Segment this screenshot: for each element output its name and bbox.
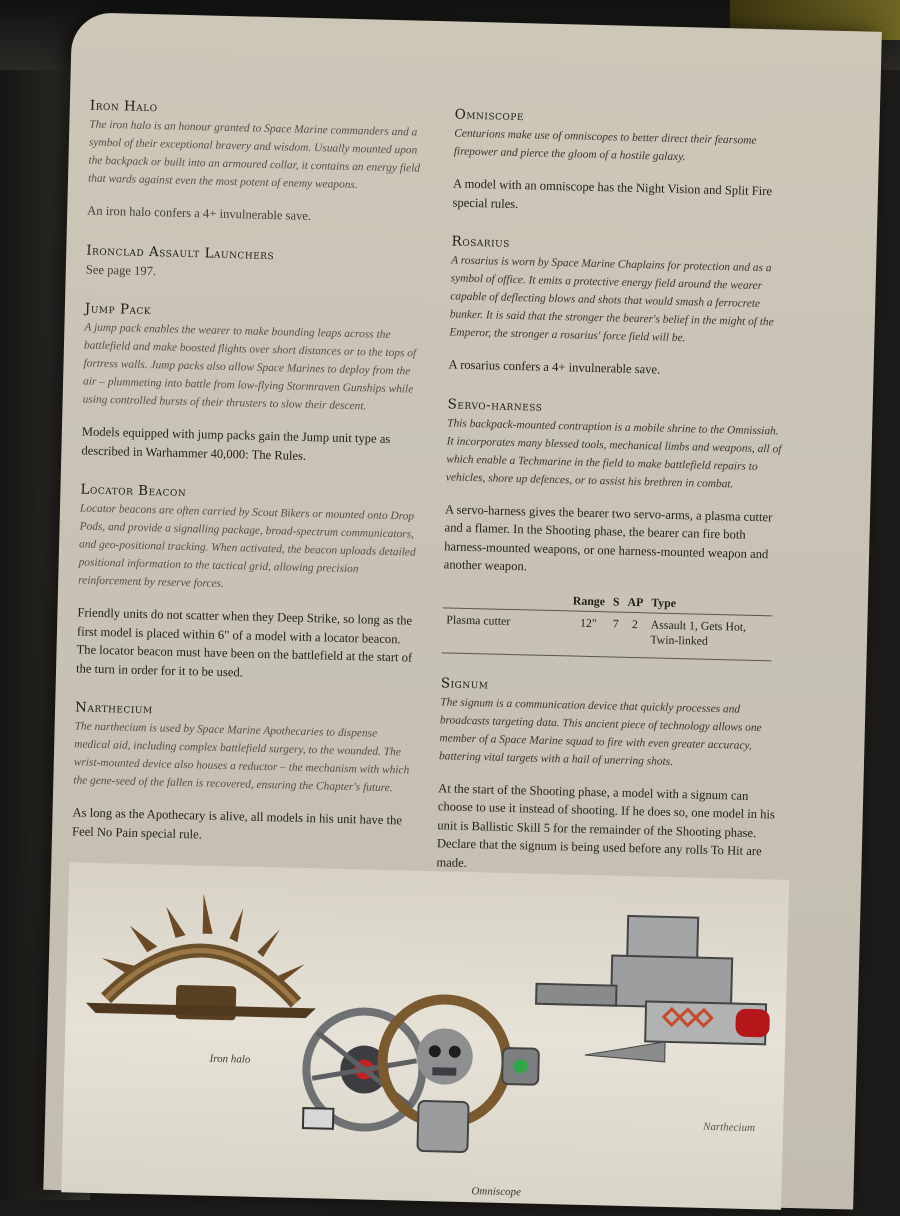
entry-rule-text: An iron halo confers a 4+ invulnerable save. [87, 203, 312, 224]
entry-narthecium [72, 699, 415, 848]
entry-flavor-text: Centurions make use of omniscopes to better direct their fearsome firepower and pierce the gloom of a hostile galaxy. [453, 127, 757, 164]
entry-rule-text: See page 197. [85, 262, 157, 278]
entry-rule-text: Friendly units do not scatter when they Deep Strike, so long as the first model is placed within 6" of a model with a locator beacon. The locator beacon must have been on the battlefield at the start of the turn in order for it to be used. [75, 605, 413, 679]
weapon-profile-table [442, 588, 773, 661]
entry-flavor-text: The narthecium is used by Space Marine Apothecaries to dispense medical aid, including complex battlefield surgery, to the wounded. The wrist-mounted device also houses a reductor – the mechanism with which the gene-seed of the fallen is recovered, ensuring the Chapter's future. [73, 720, 410, 795]
cell-strength: 7 [608, 611, 624, 656]
entry-rule-text: A servo-harness gives the bearer two servo-arms, a plasma cutter and a flamer. In the Shooting phase, the bearer can fire both harness-mounted weapons, or one harness-mounted weapon and another weapon. [443, 501, 773, 574]
column-header-type: Type [647, 593, 773, 616]
column-header-ap: AP [623, 592, 647, 612]
entry-flavor-text: Locator beacons are often carried by Scout Bikers or mounted onto Drop Pods, and provide a signalling package, broad-spectrum communicators, and geo-positional tracking. When activated, the beacon uploads detailed positional information to the tactical grid, allowing precision reinforcement by reserve forces. [78, 502, 416, 590]
entry-rule-text: A rosarius confers a 4+ invulnerable save. [448, 357, 661, 377]
entry-title: Signum [440, 674, 489, 692]
entry-flavor-text: The signum is a communication device that quickly processes and broadcasts targeting data. This ancient piece of technology allows one member of a Space Marine squad to fire with even greater accuracy, battering vital targets with a hail of unerring shots. [438, 695, 762, 768]
caption-omniscope: Omniscope [471, 1185, 522, 1199]
entry-omniscope [452, 106, 794, 219]
entry-locator-beacon [76, 481, 421, 685]
entry-flavor-text: A rosarius is worn by Space Marine Chaplains for protection and as a symbol of office. It emits a protective energy field around the wearer capable of deflecting blows and shots that would smash a ferrocrete bunker. It is said that the stronger the bearer's belief in the might of the Emperor, the stronger a rosarius' force field will be. [449, 254, 774, 345]
entry-jump-pack [81, 301, 425, 468]
wargear-illustration-panel [61, 862, 789, 1209]
entry-rule-text: As long as the Apothecary is alive, all models in his unit have the Feel No Pain special rule. [71, 805, 403, 842]
column-header-strength: S [609, 592, 624, 612]
entry-rule-text: A model with an omniscope has the Night Vision and Split Fire special rules. [452, 176, 773, 211]
entry-title: Servo-harness [447, 395, 543, 415]
table-row [442, 607, 773, 660]
entry-rosarius [448, 233, 791, 382]
book-page [43, 12, 882, 1209]
entry-title: Jump Pack [84, 300, 152, 319]
entry-flavor-text: This backpack-mounted contraption is a mobile shrine to the Omnissiah. It incorporates many blessed tools, mechanical limbs and weapons, all of which enable a Techmarine in the field to make battlefield repairs to vehicles, shore up defences, or to assist his brethren in combat. [445, 416, 782, 490]
caption-iron-halo: Iron halo [209, 1052, 251, 1066]
entry-rule-text: At the start of the Shooting phase, a model with a signum can choose to use it instead of shooting. If he does so, one model in his unit is Ballistic Skill 5 for the remainder of the Shooting phase. Declare that the signum is being used before any rolls To Hit are made. [436, 780, 776, 870]
entry-flavor-text: The iron halo is an honour granted to Space Marine commanders and a symbol of their exceptional bravery and wisdom. Usually mounted upon the backpack or built into an armoured collar, it contains an energy field that wards against even the most potent of enemy weapons. [87, 118, 421, 192]
cell-ap: 2 [622, 612, 647, 658]
wargear-illustration [61, 862, 789, 1209]
entry-title: Omniscope [454, 106, 525, 125]
left-column [71, 98, 430, 871]
entry-iron-halo [87, 98, 430, 229]
omniscope-icon [302, 996, 540, 1154]
entry-flavor-text: A jump pack enables the wearer to make bounding leaps across the battlefield and make boosted flights over short distances or to the tops of fortress walls. Jump packs also allow Space Marines to deploy from the air – plummeting into battle from low-flying Stormraven Gunships while using controlled bursts of their thrusters to slow their descent. [82, 321, 417, 413]
cell-type: Assault 1, Gets Hot, Twin-linked [646, 612, 773, 660]
narthecium-icon [535, 914, 772, 1065]
entry-rule-text: Models equipped with jump packs gain the Jump unit type as described in Warhammer 40,000: The Rules. [81, 424, 391, 463]
cell-range: 12" [568, 610, 609, 656]
caption-narthecium: Narthecium [702, 1120, 756, 1135]
entry-title: Rosarius [451, 233, 511, 251]
entry-title: Narthecium [74, 699, 153, 718]
entry-servo-harness [442, 396, 788, 661]
entry-signum [436, 675, 781, 880]
entry-title: Ironclad Assault Launchers [86, 242, 275, 263]
cell-name: Plasma cutter [442, 607, 569, 655]
entry-title: Iron Halo [89, 97, 158, 116]
iron-halo-icon [86, 891, 319, 1023]
column-header-range: Range [569, 591, 610, 611]
entry-ironclad-assault-launchers [86, 242, 427, 287]
right-column [436, 106, 795, 901]
entry-title: Locator Beacon [80, 481, 187, 501]
